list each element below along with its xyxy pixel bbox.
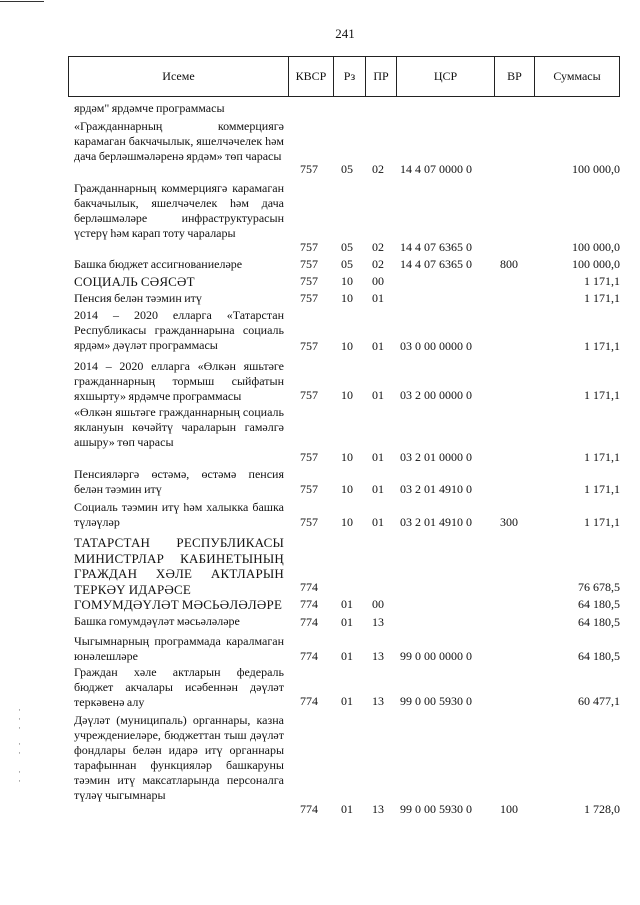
cell-sum: 1 171,1 bbox=[584, 450, 620, 464]
cell-kvsr: 774 bbox=[300, 694, 318, 708]
table-row bbox=[0, 634, 640, 664]
cell-rz: 01 bbox=[341, 615, 353, 629]
cell-sum: 76 678,5 bbox=[578, 580, 620, 594]
cell-sum: 64 180,5 bbox=[578, 615, 620, 629]
header-csr: ЦСР bbox=[396, 57, 494, 96]
cell-pr: 00 bbox=[372, 274, 384, 288]
row-name: Гражданнарның коммерциягә карамаган бакчачылык, яшелчәчелек һәм дача берләшмәләре инфраструктурасын үстерү һәм карап тоту чаралары bbox=[74, 181, 284, 240]
table-row bbox=[0, 405, 640, 465]
cell-sum: 1 171,1 bbox=[584, 482, 620, 496]
cell-rz: 01 bbox=[341, 694, 353, 708]
cell-kvsr: 757 bbox=[300, 257, 318, 271]
cell-kvsr: 774 bbox=[300, 580, 318, 594]
row-name: Пенсияләргә өстәмә, өстәмә пенсия белән тәэмин итү bbox=[74, 467, 284, 496]
row-name: Башка бюджет ассигнованиеләре bbox=[74, 257, 243, 271]
cell-sum: 1 171,1 bbox=[584, 515, 620, 529]
row-name: «Гражданнарның коммерциягә карамаган бакчачылык, яшелчәчелек һәм дача берләшмәләренә ярдәм» төп чарасы bbox=[74, 119, 284, 163]
cell-rz: 10 bbox=[341, 339, 353, 353]
cell-kvsr: 774 bbox=[300, 615, 318, 629]
cell-pr: 13 bbox=[372, 649, 384, 663]
table-row bbox=[0, 359, 640, 403]
cell-sum: 1 171,1 bbox=[584, 291, 620, 305]
cell-pr: 01 bbox=[372, 388, 384, 402]
table-row bbox=[0, 101, 640, 115]
cell-pr: 02 bbox=[372, 257, 384, 271]
cell-pr: 01 bbox=[372, 339, 384, 353]
header-name: Исеме bbox=[162, 69, 195, 83]
header-sum: Суммасы bbox=[534, 57, 619, 96]
cell-kvsr: 757 bbox=[300, 388, 318, 402]
cell-csr: 99 0 00 5930 0 bbox=[400, 694, 472, 708]
row-name: 2014 – 2020 елларга «Татарстан Республикасы гражданнарына социаль ярдәм» дәүләт программасы bbox=[74, 308, 284, 352]
table-row bbox=[0, 597, 640, 612]
cell-kvsr: 757 bbox=[300, 274, 318, 288]
cell-csr: 99 0 00 5930 0 bbox=[400, 802, 472, 816]
table-row bbox=[0, 291, 640, 306]
row-name: Дәүләт (муниципаль) органнары, казна учреждениеләре, бюджеттан тыш дәүләт фондлары белән идарә итү органнары тарафыннан функцияләр башкаруны тәэмин итү максатларында персоналга түләү чыгымнары bbox=[74, 713, 284, 802]
cell-sum: 1 728,0 bbox=[584, 802, 620, 816]
cell-kvsr: 774 bbox=[300, 802, 318, 816]
row-name: Пенсия белән тәэмин итү bbox=[74, 291, 202, 305]
cell-rz: 01 bbox=[341, 649, 353, 663]
cell-csr: 03 0 00 0000 0 bbox=[400, 339, 472, 353]
cell-kvsr: 757 bbox=[300, 482, 318, 496]
cell-vr: 100 bbox=[500, 802, 518, 816]
header-rz: Рз bbox=[333, 57, 365, 96]
table-row bbox=[0, 665, 640, 709]
table-row bbox=[0, 500, 640, 530]
header-pr: ПР bbox=[365, 57, 396, 96]
cell-sum: 100 000,0 bbox=[572, 257, 620, 271]
cell-rz: 10 bbox=[341, 291, 353, 305]
cell-kvsr: 757 bbox=[300, 515, 318, 529]
cell-rz: 01 bbox=[341, 597, 353, 611]
cell-pr: 01 bbox=[372, 450, 384, 464]
table-row bbox=[0, 274, 640, 289]
cell-sum: 1 171,1 bbox=[584, 388, 620, 402]
cell-pr: 13 bbox=[372, 694, 384, 708]
table-row bbox=[0, 713, 640, 817]
cell-sum: 100 000,0 bbox=[572, 162, 620, 176]
row-name: СОЦИАЛЬ СӘЯСӘТ bbox=[74, 274, 195, 289]
cell-csr: 03 2 00 0000 0 bbox=[400, 388, 472, 402]
row-name: ярдәм" ярдәмче программасы bbox=[74, 101, 225, 115]
cell-pr: 02 bbox=[372, 162, 384, 176]
margin-mark: · · · bbox=[18, 705, 21, 733]
cell-pr: 02 bbox=[372, 240, 384, 254]
cell-pr: 01 bbox=[372, 482, 384, 496]
margin-mark: · · bbox=[18, 767, 21, 786]
cell-rz: 10 bbox=[341, 388, 353, 402]
cell-sum: 60 477,1 bbox=[578, 694, 620, 708]
cell-rz: 10 bbox=[341, 274, 353, 288]
cell-sum: 100 000,0 bbox=[572, 240, 620, 254]
row-name: «Өлкән яшьтәге гражданнарның социаль яклануын көчәйтү чараларын гамәлгә ашыру» төп чарасы bbox=[74, 405, 284, 449]
row-name: Граждан хәле актларын федераль бюджет акчалары исәбеннән дәүләт теркәвенә алу bbox=[74, 665, 284, 709]
cell-kvsr: 757 bbox=[300, 240, 318, 254]
table-row bbox=[0, 308, 640, 354]
table-row bbox=[0, 614, 640, 630]
cell-sum: 1 171,1 bbox=[584, 274, 620, 288]
cell-csr: 03 2 01 4910 0 bbox=[400, 515, 472, 529]
row-name: ГОМУМДӘҮЛӘТ МӘСЬӘЛӘЛӘРЕ bbox=[74, 597, 283, 612]
cell-rz: 10 bbox=[341, 482, 353, 496]
cell-kvsr: 757 bbox=[300, 162, 318, 176]
table-row bbox=[0, 119, 640, 177]
row-name: 2014 – 2020 елларга «Өлкән яшьтәге гражданнарның тормыш сыйфатын яхшырту» ярдәмче программасы bbox=[74, 359, 284, 403]
table-header bbox=[68, 56, 620, 97]
cell-rz: 05 bbox=[341, 162, 353, 176]
cell-rz: 05 bbox=[341, 240, 353, 254]
cell-sum: 1 171,1 bbox=[584, 339, 620, 353]
row-name: Башка гомумдәүләт мәсьәләләре bbox=[74, 614, 240, 628]
cell-csr: 03 2 01 0000 0 bbox=[400, 450, 472, 464]
cell-rz: 05 bbox=[341, 257, 353, 271]
cell-sum: 64 180,5 bbox=[578, 649, 620, 663]
cell-sum: 64 180,5 bbox=[578, 597, 620, 611]
cell-csr: 99 0 00 0000 0 bbox=[400, 649, 472, 663]
table-row bbox=[0, 467, 640, 497]
cell-vr: 300 bbox=[500, 515, 518, 529]
cell-kvsr: 757 bbox=[300, 339, 318, 353]
cell-rz: 10 bbox=[341, 515, 353, 529]
cell-kvsr: 757 bbox=[300, 291, 318, 305]
cell-pr: 01 bbox=[372, 515, 384, 529]
row-name: ТАТАРСТАН РЕСПУБЛИКАСЫ МИНИСТРЛАР КАБИНЕТЫНЫҢ ГРАЖДАН ХӘЛЕ АКТЛАРЫН ТЕРКӘҮ ИДАРӘСЕ bbox=[74, 535, 284, 597]
table-row bbox=[0, 181, 640, 255]
cell-vr: 800 bbox=[500, 257, 518, 271]
table-row bbox=[0, 257, 640, 272]
cell-pr: 13 bbox=[372, 802, 384, 816]
page-number: 241 bbox=[335, 26, 355, 41]
cell-pr: 00 bbox=[372, 597, 384, 611]
cell-rz: 10 bbox=[341, 450, 353, 464]
cell-rz: 01 bbox=[341, 802, 353, 816]
cell-kvsr: 757 bbox=[300, 450, 318, 464]
cell-csr: 14 4 07 0000 0 bbox=[400, 162, 472, 176]
header-kvsr: КВСР bbox=[288, 57, 333, 96]
cell-kvsr: 774 bbox=[300, 649, 318, 663]
cell-kvsr: 774 bbox=[300, 597, 318, 611]
cell-pr: 01 bbox=[372, 291, 384, 305]
cell-pr: 13 bbox=[372, 615, 384, 629]
cell-csr: 14 4 07 6365 0 bbox=[400, 240, 472, 254]
row-name: Чыгымнарның программада каралмаган юнәлешләре bbox=[74, 634, 284, 663]
header-vr: ВР bbox=[494, 57, 534, 96]
row-name: Социаль тәэмин итү һәм халыкка башка түләүләр bbox=[74, 500, 284, 529]
top-rule bbox=[0, 1, 44, 2]
table-row bbox=[0, 535, 640, 595]
margin-mark: · · bbox=[18, 739, 21, 758]
cell-csr: 03 2 01 4910 0 bbox=[400, 482, 472, 496]
cell-csr: 14 4 07 6365 0 bbox=[400, 257, 472, 271]
